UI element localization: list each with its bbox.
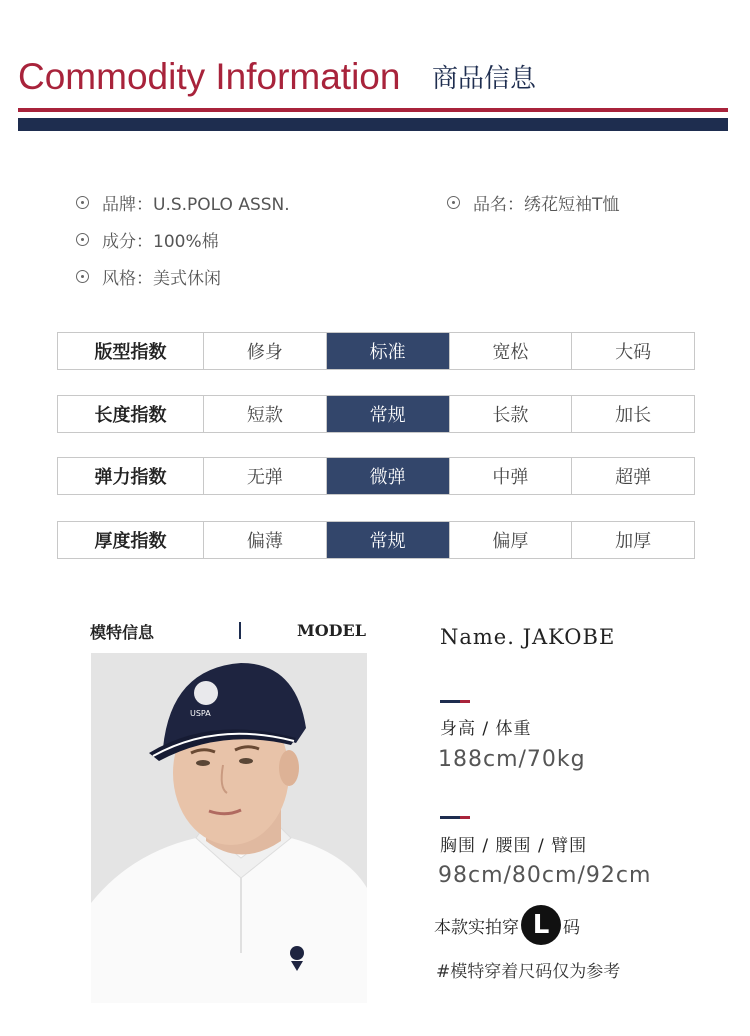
- fit-index-table: [57, 332, 695, 370]
- model-illustration: [91, 653, 367, 1003]
- bullet-icon: [76, 196, 89, 209]
- model-section-label-en: MODEL: [297, 621, 366, 640]
- fit-option-1: 修身: [203, 333, 326, 369]
- info-product-name-text: 品名：绣花短袖T恤: [473, 195, 620, 215]
- header-divider-red: [18, 108, 728, 112]
- info-material: [76, 227, 219, 252]
- fit-index-label: 版型指数: [94, 342, 167, 363]
- thickness-option-4: 加厚: [571, 522, 694, 558]
- size-suffix: 码: [563, 917, 580, 938]
- height-weight-value: 188cm/70kg: [438, 747, 586, 772]
- size-note: #模特穿着尺码仅为参考: [436, 962, 621, 982]
- length-option-3: 长款: [449, 396, 572, 432]
- length-option-1: 短款: [203, 396, 326, 432]
- size-worn-line: [434, 905, 580, 945]
- stretch-option-4: 超弹: [571, 458, 694, 494]
- info-style-text: 风格：美式休闲: [102, 269, 221, 289]
- stretch-option-2-selected: 微弹: [326, 458, 449, 494]
- info-material-text: 成分：100%棉: [102, 232, 219, 252]
- thickness-index-label: 厚度指数: [94, 531, 167, 552]
- header-title-en: Commodity Information: [18, 56, 401, 97]
- bullet-icon: [76, 270, 89, 283]
- stretch-index-table: [57, 457, 695, 495]
- thickness-option-2-selected: 常规: [326, 522, 449, 558]
- size-badge: L: [521, 905, 561, 945]
- thickness-option-1: 偏薄: [203, 522, 326, 558]
- length-index-label: 长度指数: [94, 405, 167, 426]
- bullet-icon: [76, 233, 89, 246]
- stretch-option-1: 无弹: [203, 458, 326, 494]
- info-product-name: [447, 190, 619, 215]
- model-name: Name. JAKOBE: [440, 625, 616, 649]
- fit-option-2-selected: 标准: [326, 333, 449, 369]
- model-section-label: 模特信息: [90, 623, 155, 642]
- bullet-icon: [447, 196, 460, 209]
- measurements-value: 98cm/80cm/92cm: [438, 863, 652, 888]
- thickness-index-table: [57, 521, 695, 559]
- model-photo: [91, 653, 367, 1003]
- length-option-4: 加长: [571, 396, 694, 432]
- stretch-index-label: 弹力指数: [94, 467, 167, 488]
- size-prefix: 本款实拍穿: [434, 917, 519, 938]
- accent-mark: [440, 816, 470, 819]
- fit-option-3: 宽松: [449, 333, 572, 369]
- length-option-2-selected: 常规: [326, 396, 449, 432]
- info-style: [76, 264, 221, 289]
- thickness-option-3: 偏厚: [449, 522, 572, 558]
- length-index-table: [57, 395, 695, 433]
- stretch-option-3: 中弹: [449, 458, 572, 494]
- model-label-separator: [239, 622, 241, 639]
- info-brand-text: 品牌：U.S.POLO ASSN.: [102, 195, 290, 215]
- info-brand: [76, 190, 290, 215]
- height-weight-label: 身高 / 体重: [440, 719, 532, 739]
- svg-text:USPA: USPA: [190, 709, 211, 718]
- header-title-cn: 商品信息: [432, 64, 537, 94]
- header-divider-navy: [18, 118, 728, 131]
- measurements-label: 胸围 / 腰围 / 臂围: [440, 836, 588, 856]
- accent-mark: [440, 700, 470, 703]
- fit-option-4: 大码: [571, 333, 694, 369]
